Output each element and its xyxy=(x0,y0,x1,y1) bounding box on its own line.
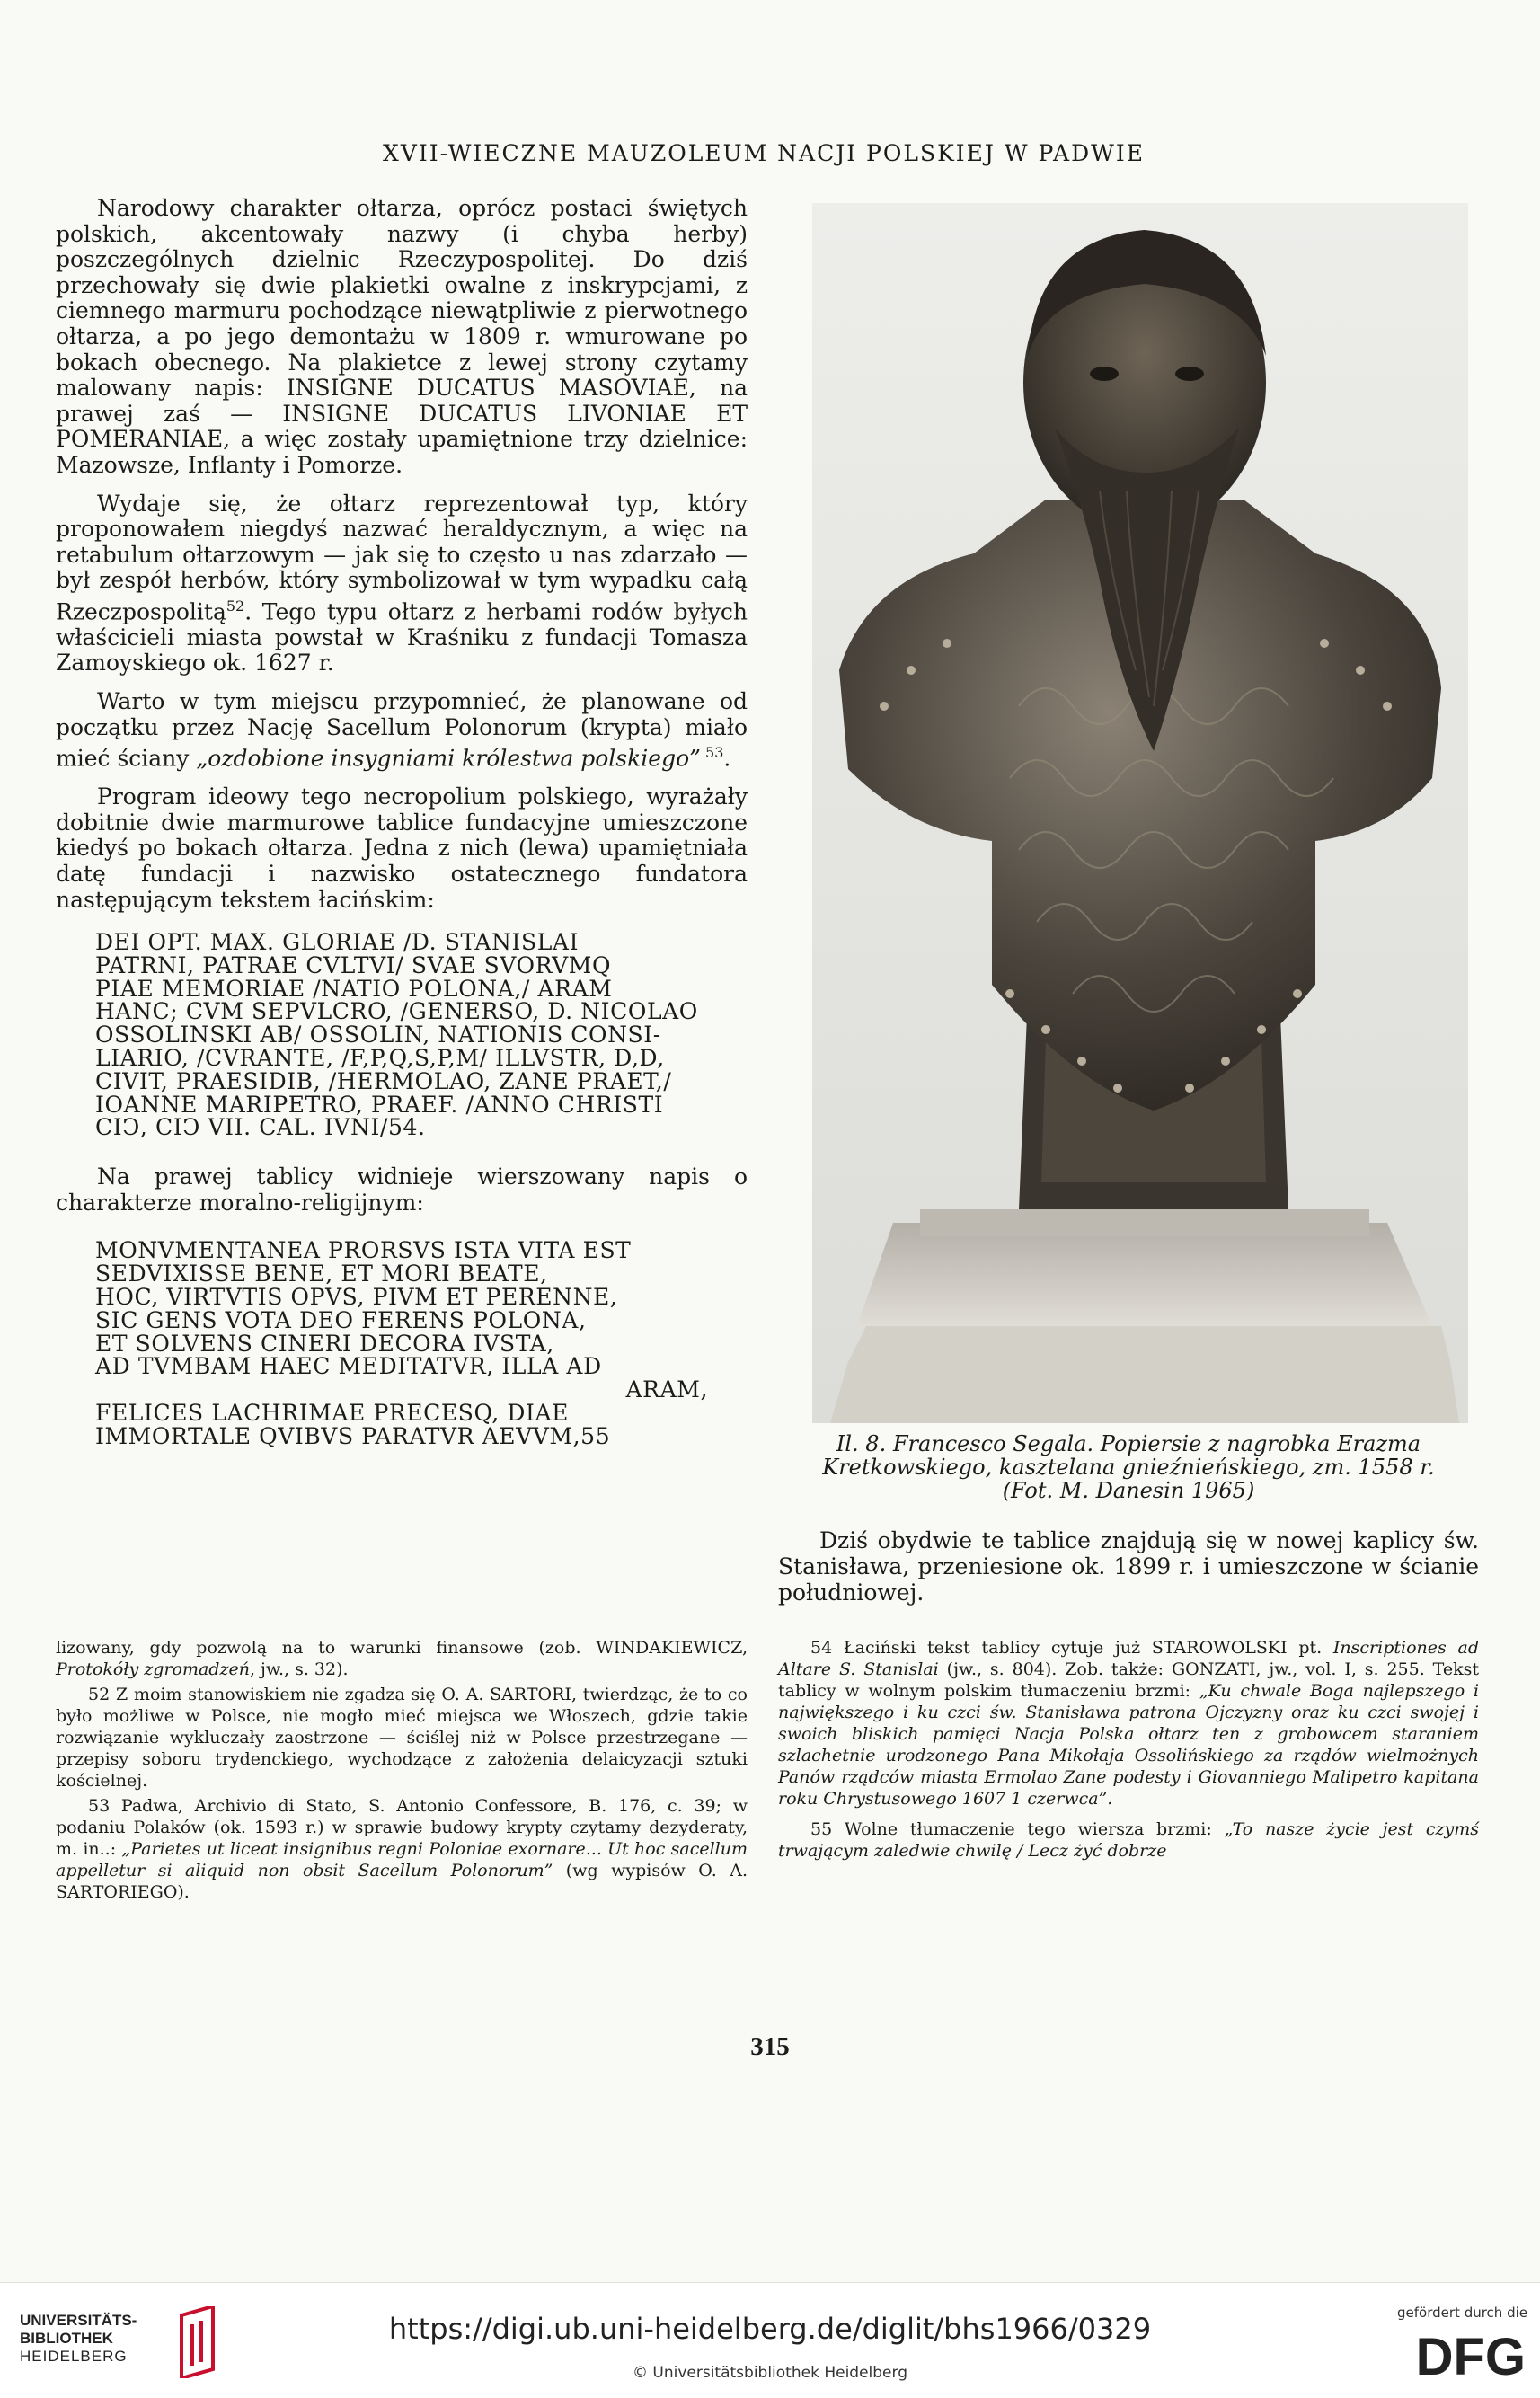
bust-photograph xyxy=(812,203,1468,1423)
inscription-line: FELICES LACHRIMAE PRECESQ, DIAE xyxy=(95,1400,570,1427)
paragraph: Na prawej tablicy widnieje wierszowany napis o charakterze moralno-religijnym: xyxy=(56,1164,748,1216)
footnotes-left xyxy=(56,1637,748,1907)
paragraph: Narodowy charakter ołtarza, oprócz postaci świętych polskich, akcentowały nazwy (i chyba herby) poszczególnych dzielnic Rzeczypospolitej. Do dziś przechowały się dwie plakietki owalne z inskrypcjami, z ciemnego marmuru pochodzące niewątpliwie z pierwotnego ołtarza, a po jego demontażu w 1809 r. wmurowane po bokach obecnego. Na plakietce z lewej strony czytamy malowany napis: INSIGNE DUCATUS MASOVIAE, na prawej zaś — INSIGNE DUCATUS LIVONIAE ET POMERANIAE, a więc zostały upamiętnione trzy dzielnice: Mazowsze, Inflanty i Pomorze. xyxy=(56,195,748,478)
footnote: lizowany, gdy pozwolą na to warunki finansowe (zob. WINDAKIEWICZ, Protokóły zgromadzeń, jw., s. 32). xyxy=(56,1638,748,1679)
logo-text: HEIDELBERG xyxy=(20,2348,128,2365)
right-column xyxy=(778,1527,1479,1606)
footnote-52: 52 Z moim stanowiskiem nie zgadza się O. A. SARTORI, twierdząc, że to co było możliwe w Polsce, nie mogło mieć miejsca we Włoszech, gdzie takie rozwiązanie wykluczały zaostrzone — ściślej niż w Polsce przestrzegane — przepisy soboru trydenckiego, wychodzące z założenia delaicyzacji sztuki kościelnej. xyxy=(56,1685,748,1791)
footnotes-right xyxy=(778,1637,1479,1865)
caption-line: Kretkowskiego, kasztelana gnieźnieńskiego, zm. 1558 r. xyxy=(822,1455,1435,1480)
paragraph: Wydaje się, że ołtarz reprezentował typ, który proponowałem niegdyś nazwać heraldycznym, a więc na retabulum ołtarzowym — jak się to często u nas zdarzało — był zespół herbów, który symbolizował w tym wypadku całą Rzeczpospolitą$^{52}$. Tego typu ołtarz z herbami rodów byłych właścicieli miasta powstał w Kraśniku z fundacji Tomasza Zamoyskiego ok. 1627 r. xyxy=(56,490,748,677)
inscription-line: IOANNE MARIPETRO, PRAEF. /ANNO CHRISTI xyxy=(95,1091,664,1118)
inscription-line: OSSOLINSKI AB/ OSSOLIN, NATIONIS CONSI- xyxy=(95,1022,661,1049)
footnote-ref[interactable]: 52 xyxy=(226,597,245,615)
latin-inscription-right xyxy=(95,1239,748,1447)
inscription-line: DEI OPT. MAX. GLORIAE /D. STANISLAI xyxy=(95,929,580,956)
left-column xyxy=(56,196,748,1466)
library-emblem-icon xyxy=(164,2306,235,2378)
inscription-line: ARAM, xyxy=(625,1376,708,1403)
dfg-logo-icon xyxy=(1366,2330,1527,2380)
latin-inscription-left xyxy=(95,931,748,1139)
university-library-logo[interactable] xyxy=(20,2312,244,2384)
paragraph: Warto w tym miejscu przypomnieć, że planowane od początku przez Nację Sacellum Polonorum (krypta) miało mieć ściany „ozdobione insygniami królestwa polskiego” $^{53}$. xyxy=(56,688,748,772)
paragraph: Program ideowy tego necropolium polskiego, wyrażały dobitnie dwie marmurowe tablice fundacyjne umieszczone kiedyś po bokach ołtarza. Jedna z nich (lewa) upamiętniała datę fundacji i nazwisko ostatecznego fundatora następującym tekstem łacińskim: xyxy=(56,783,748,913)
viewer-footer xyxy=(0,2282,1540,2398)
inscription-line: ET SOLVENS CINERI DECORA IVSTA, xyxy=(95,1330,554,1357)
footnote-ref[interactable]: 53 xyxy=(700,744,724,762)
inscription-line: SEDVIXISSE BENE, ET MORI BEATE, xyxy=(95,1261,548,1287)
caption-line: (Fot. M. Danesin 1965) xyxy=(1002,1478,1255,1503)
running-head: XVII-WIECZNE MAUZOLEUM NACJI POLSKIEJ W PADWIE xyxy=(383,140,1145,166)
footnote-54: 54 Łaciński tekst tablicy cytuje już STAROWOLSKI pt. Inscriptiones ad Altare S. Stanislai (jw., s. 804). Zob. także: GONZATI, jw., vol. I, s. 255. Tekst tablicy w wolnym polskim tłumaczeniu brzmi: „Ku chwale Boga najlepszego i największego i ku czci św. Stanisława patrona Ojczyzny oraz ku czci swojej i swoich bliskich pamięci Nacja Polska ołtarz ten z grobowcem staraniem szlachetnie urodzonego Pana Mikołaja Ossolińskiego za rządów wielmożnych Panów rządców miasta Ermolao Zane podesty i Giovanniego Malipetro kapitana roku Chrystusowego 1607 1 czerwca”. xyxy=(778,1638,1479,1809)
funding-label: gefördert durch die xyxy=(1397,2305,1527,2321)
inscription-line: AD TVMBAM HAEC MEDITATVR, ILLA AD xyxy=(95,1353,602,1380)
footnote-55: 55 Wolne tłumaczenie tego wiersza brzmi: „To nasze życie jest czymś trwającym zaledwie chwilę / Lecz żyć dobrze xyxy=(778,1819,1479,1861)
dfg-logo[interactable] xyxy=(1366,2330,1527,2380)
inscription-line: HANC; CVM SEPVLCRO, /GENERSO, D. NICOLAO xyxy=(95,998,698,1025)
inscription-line: CIVIT, PRAESIDIB, /HERMOLAO, ZANE PRAET,/ xyxy=(95,1067,672,1094)
copyright-notice: © Universitätsbibliothek Heidelberg xyxy=(632,2364,907,2382)
inscription-line: IMMORTALE QVIBVS PARATVR AEVVM,55 xyxy=(95,1422,611,1449)
logo-text: UNIVERSITÄTS- xyxy=(20,2312,137,2329)
bust-illustration xyxy=(812,203,1468,1423)
page-number: 315 xyxy=(750,2032,790,2061)
logo-text: BIBLIOTHEK xyxy=(20,2330,113,2347)
dfg-logo-text: DFG xyxy=(1415,2330,1526,2380)
caption-line: Il. 8. Francesco Segala. Popiersie z nagrobka Erazma xyxy=(836,1431,1421,1456)
permalink-url[interactable]: https://digi.ub.uni-heidelberg.de/diglit/bhs1966/0329 xyxy=(388,2312,1152,2346)
paragraph: Dziś obydwie te tablice znajdują się w nowej kaplicy św. Stanisława, przeniesione ok. 1899 r. i umieszczone w ścianie południowej. xyxy=(778,1527,1479,1606)
inscription-line: CIↃ, CIↃ VII. CAL. IVNI/54. xyxy=(95,1114,426,1141)
footnote-53: 53 Padwa, Archivio di Stato, S. Antonio Confessore, B. 176, c. 39; w podaniu Polaków (ok. 1593 r.) w sprawie budowy krypty czytamy dezyderaty, m. in..: „Parietes ut liceat insignibus regni Poloniae exornare... Ut hoc sacellum appelletur si aliquid non obsit Sacellum Polonorum” (wg wypisów O. A. SARTORIEGO). xyxy=(56,1796,748,1902)
inscription-line: LIARIO, /CVRANTE, /F,P,Q,S,P,M/ ILLVSTR, D,D, xyxy=(95,1045,665,1072)
figure-caption xyxy=(778,1432,1479,1502)
inscription-line: PIAE MEMORIAE /NATIO POLONA,/ ARAM xyxy=(95,975,613,1002)
inscription-line: MONVMENTANEA PRORSVS ISTA VITA EST xyxy=(95,1237,632,1264)
inscription-line: PATRNI, PATRAE CVLTVI/ SVAE SVORVMQ xyxy=(95,951,612,978)
inscription-line: SIC GENS VOTA DEO FERENS POLONA, xyxy=(95,1306,587,1333)
inscription-line: HOC, VIRTVTIS OPVS, PIVM ET PERENNE, xyxy=(95,1284,618,1311)
